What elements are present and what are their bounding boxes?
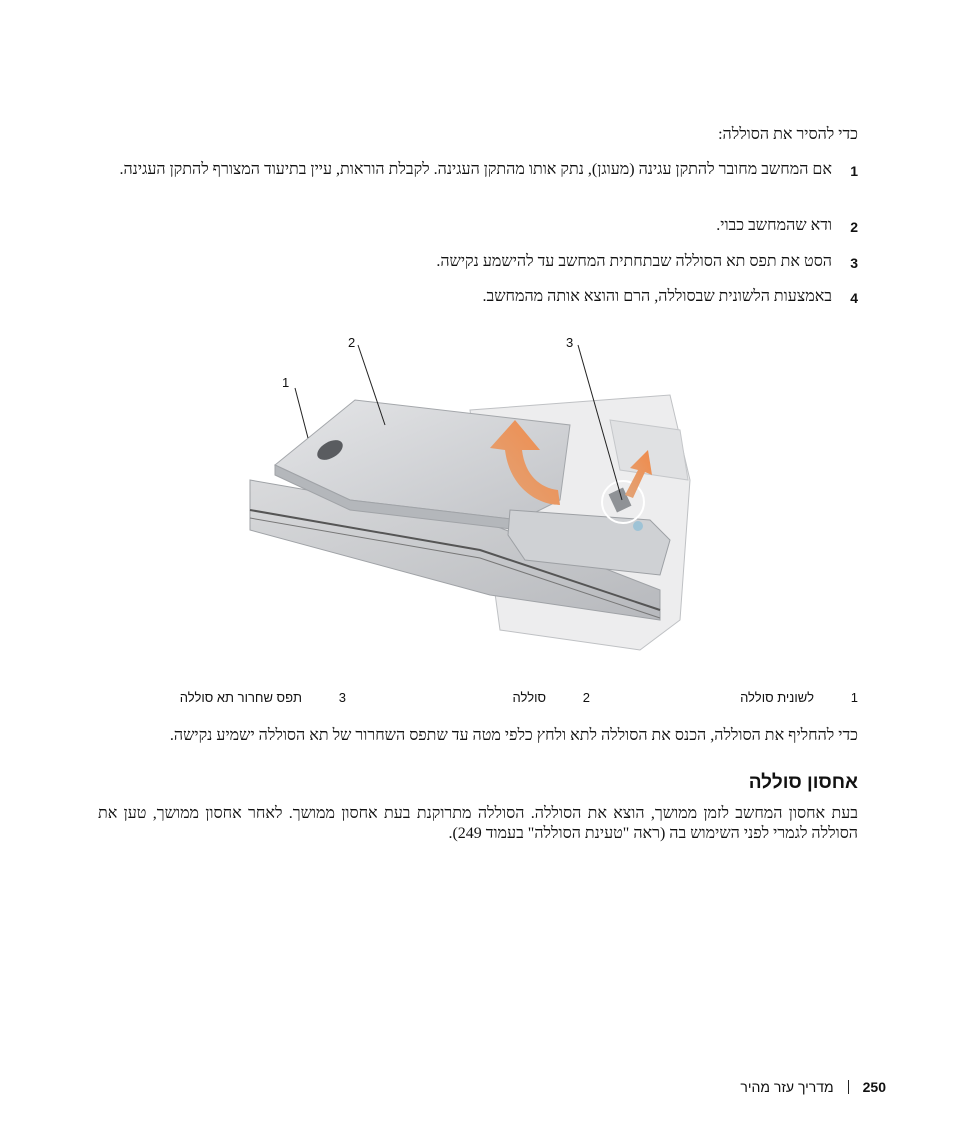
legend-item-1 [740, 690, 858, 705]
battery-illustration [240, 330, 710, 660]
legend-number: 1 [850, 690, 858, 705]
step-number: 2 [850, 219, 858, 235]
intro-text: כדי להסיר את הסוללה: [718, 126, 858, 143]
step-1 [98, 160, 858, 181]
step-text: אם המחשב מחובר להתקן עגינה (מעוגן), נתק אותו מהתקן העגינה. לקבלת הוראות, עיין בתיעוד המצורף להתקן העגינה. [119, 161, 832, 178]
legend-label: סוללה [512, 690, 546, 705]
step-number: 4 [850, 290, 858, 306]
step-number: 1 [850, 163, 858, 179]
legend-number: 3 [338, 690, 346, 705]
section-heading: אחסון סוללה [748, 772, 858, 793]
storage-paragraph: בעת אחסון המחשב לזמן ממושך, הוצא את הסוללה. הסוללה מתרוקנת בעת אחסון ממושך. לאחר אחסון ממושך, טען את הסוללה לגמרי לפני השימוש בה (ראה "טעינת הסוללה" בעמוד 249). [98, 805, 858, 842]
legend-label: לשונית סוללה [740, 690, 814, 705]
step-number: 3 [850, 255, 858, 271]
page-number: 250 [862, 1079, 886, 1095]
legend-number: 2 [582, 690, 590, 705]
figure-marker-1: 1 [282, 375, 290, 390]
step-text: ודא שהמחשב כבוי. [716, 217, 832, 234]
replace-battery-text: כדי להחליף את הסוללה, הכנס את הסוללה לתא ולחץ כלפי מטה עד שתפס השחרור של תא הסוללה ישמיע נקישה. [169, 727, 858, 744]
step-text: באמצעות הלשונית שבסוללה, הרם והוצא אותה מהמחשב. [482, 288, 832, 305]
legend-item-3 [180, 690, 346, 705]
step-4 [98, 287, 858, 308]
page-footer [740, 1079, 886, 1095]
step-3 [98, 252, 858, 273]
battery-removal-figure [240, 330, 710, 660]
step-2 [98, 216, 858, 237]
figure-marker-3: 3 [566, 335, 574, 350]
figure-marker-2: 2 [348, 335, 356, 350]
legend-item-2 [512, 690, 590, 705]
footer-divider [848, 1080, 849, 1094]
footer-title: מדריך עזר מהיר [740, 1079, 834, 1095]
legend-label: תפס שחרור תא סוללה [179, 690, 302, 705]
step-text: הסט את תפס תא הסוללה שבתחתית המחשב עד להישמע נקישה. [436, 253, 832, 270]
figure-legend [96, 690, 858, 710]
